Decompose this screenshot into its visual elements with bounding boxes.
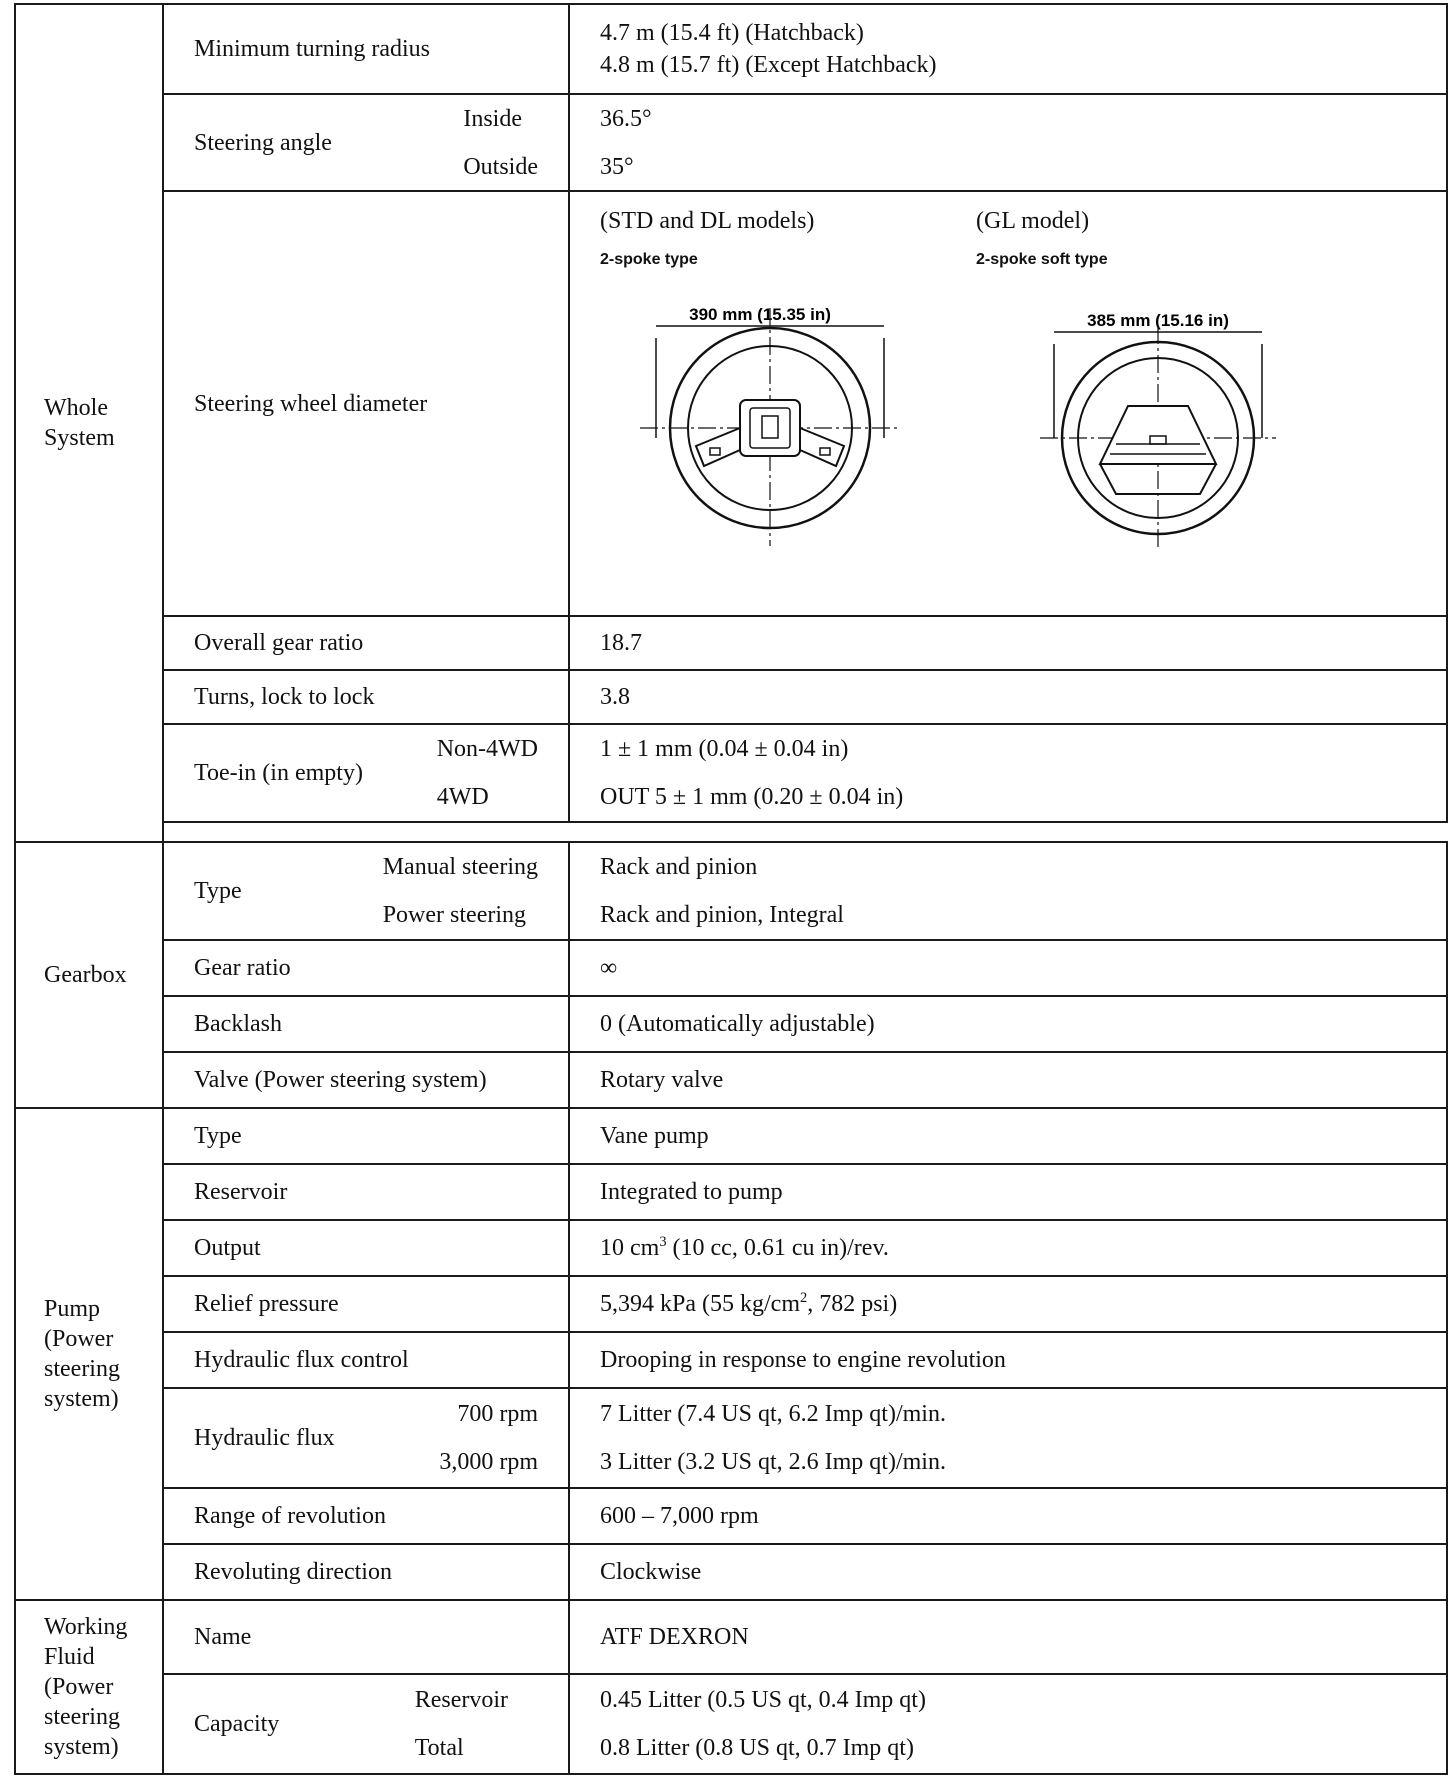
capacity-label: Capacity	[194, 1711, 280, 1737]
backlash-label: Backlash	[163, 996, 569, 1052]
group-whole-system: Whole System	[15, 4, 163, 842]
std-wheel-figure	[600, 206, 960, 558]
table-row	[15, 670, 1447, 724]
relief-pressure-label: Relief pressure	[163, 1276, 569, 1332]
turns-lock-to-lock-label: Turns, lock to lock	[163, 670, 569, 724]
overall-gear-ratio-value: 18.7	[569, 616, 1447, 670]
relief-value-b: , 782 psi)	[807, 1291, 898, 1317]
reservoir-label: Reservoir	[163, 1164, 569, 1220]
toe-in-non4wd-label: Non-4WD	[436, 736, 538, 762]
capacity-reservoir-value: 0.45 Litter (0.5 US qt, 0.4 Imp qt)	[600, 1687, 926, 1713]
table-row	[15, 191, 1447, 616]
toe-in-label: Toe-in (in empty)	[194, 760, 363, 786]
table-row	[15, 842, 1447, 940]
wheel-diameter-figures	[569, 191, 1447, 616]
table-row	[15, 1388, 1447, 1488]
gearbox-manual-steering-value: Rack and pinion	[600, 854, 758, 880]
gl-wheel-figure	[976, 206, 1336, 558]
gearbox-type-values	[569, 842, 1447, 940]
table-row	[15, 940, 1447, 996]
gearbox-gear-ratio-value: ∞	[569, 940, 1447, 996]
std-diameter-dimension: 390 mm (15.35 in)	[689, 305, 831, 324]
table-row	[15, 1488, 1447, 1544]
gl-wheel-type: 2-spoke soft type	[976, 251, 1108, 268]
steering-angle-outside-label: Outside	[463, 153, 538, 180]
toe-in-non4wd-value: 1 ± 1 mm (0.04 ± 0.04 in)	[600, 736, 849, 762]
capacity-label-cell	[163, 1674, 569, 1774]
relief-value-sup: 2	[799, 1290, 808, 1306]
backlash-value: 0 (Automatically adjustable)	[569, 996, 1447, 1052]
table-row	[15, 1164, 1447, 1220]
flux-control-label: Hydraulic flux control	[163, 1332, 569, 1388]
gl-diameter-dimension: 385 mm (15.16 in)	[1087, 311, 1229, 330]
fluid-name-label: Name	[163, 1600, 569, 1674]
output-value-b: (10 cc, 0.61 cu in)/rev.	[666, 1235, 889, 1261]
reservoir-value: Integrated to pump	[569, 1164, 1447, 1220]
turns-lock-to-lock-value: 3.8	[569, 670, 1447, 724]
flux-3000rpm-value: 3 Litter (3.2 US qt, 2.6 Imp qt)/min.	[600, 1449, 946, 1475]
pump-type-value: Vane pump	[569, 1108, 1447, 1164]
revoluting-direction-value: Clockwise	[569, 1544, 1447, 1600]
spacer-row	[15, 822, 1447, 842]
table-row	[15, 4, 1447, 94]
toe-in-4wd-label: 4WD	[436, 784, 489, 810]
table-row	[15, 724, 1447, 822]
steering-angle-label-cell	[163, 94, 569, 191]
std-steering-wheel-drawing	[600, 278, 960, 558]
relief-value-a: 5,394 kPa (55 kg/cm	[600, 1291, 800, 1317]
gearbox-manual-steering-label: Manual steering	[382, 854, 538, 880]
table-row	[15, 1544, 1447, 1600]
range-of-revolution-label: Range of revolution	[163, 1488, 569, 1544]
capacity-reservoir-label: Reservoir	[414, 1687, 508, 1713]
gl-steering-wheel-drawing	[976, 278, 1336, 558]
turning-radius-except-hatchback: 4.8 m (15.7 ft) (Except Hatchback)	[600, 52, 937, 78]
turning-radius-value	[569, 4, 1447, 94]
wheel-diameter-label: Steering wheel diameter	[163, 191, 569, 616]
turning-radius-hatchback: 4.7 m (15.4 ft) (Hatchback)	[600, 20, 864, 46]
table-row	[15, 616, 1447, 670]
table-row	[15, 1600, 1447, 1674]
group-working-fluid: Working Fluid (Power steering system)	[15, 1600, 163, 1774]
steering-angle-values	[569, 94, 1447, 191]
capacity-total-value: 0.8 Litter (0.8 US qt, 0.7 Imp qt)	[600, 1735, 914, 1761]
turning-radius-label: Minimum turning radius	[163, 4, 569, 94]
valve-label: Valve (Power steering system)	[163, 1052, 569, 1108]
capacity-values	[569, 1674, 1447, 1774]
revoluting-direction-label: Revoluting direction	[163, 1544, 569, 1600]
steering-angle-outside-value: 35°	[600, 153, 634, 180]
hydraulic-flux-label: Hydraulic flux	[194, 1425, 335, 1451]
steering-angle-inside-label: Inside	[463, 105, 522, 132]
pump-type-label: Type	[163, 1108, 569, 1164]
output-value-sup: 3	[659, 1234, 667, 1250]
overall-gear-ratio-label: Overall gear ratio	[163, 616, 569, 670]
output-value-a: 10 cm	[600, 1235, 660, 1261]
flux-700rpm-label: 700 rpm	[457, 1401, 538, 1427]
hydraulic-flux-values	[569, 1388, 1447, 1488]
output-value	[569, 1220, 1447, 1276]
steering-angle-inside-value: 36.5°	[600, 105, 652, 132]
gearbox-power-steering-value: Rack and pinion, Integral	[600, 902, 844, 928]
output-label: Output	[163, 1220, 569, 1276]
hydraulic-flux-label-cell	[163, 1388, 569, 1488]
steering-spec-table	[14, 3, 1448, 1775]
group-pump: Pump (Power steering system)	[15, 1108, 163, 1600]
table-row	[15, 1108, 1447, 1164]
gearbox-power-steering-label: Power steering	[382, 902, 526, 928]
range-of-revolution-value: 600 – 7,000 rpm	[569, 1488, 1447, 1544]
table-row	[15, 996, 1447, 1052]
fluid-name-value: ATF DEXRON	[569, 1600, 1447, 1674]
toe-in-values	[569, 724, 1447, 822]
table-row	[15, 94, 1447, 191]
std-model-label: (STD and DL models)	[600, 208, 815, 234]
gl-model-label: (GL model)	[976, 208, 1090, 234]
flux-700rpm-value: 7 Litter (7.4 US qt, 6.2 Imp qt)/min.	[600, 1401, 946, 1427]
relief-pressure-value	[569, 1276, 1447, 1332]
gearbox-gear-ratio-label: Gear ratio	[163, 940, 569, 996]
table-row	[15, 1276, 1447, 1332]
table-row	[15, 1332, 1447, 1388]
gearbox-type-label-cell	[163, 842, 569, 940]
flux-3000rpm-label: 3,000 rpm	[439, 1449, 538, 1475]
toe-in-4wd-value: OUT 5 ± 1 mm (0.20 ± 0.04 in)	[600, 784, 904, 810]
group-gearbox: Gearbox	[15, 842, 163, 1108]
table-row	[15, 1052, 1447, 1108]
gearbox-type-label: Type	[194, 878, 242, 904]
std-wheel-type: 2-spoke type	[600, 251, 698, 268]
flux-control-value: Drooping in response to engine revolution	[569, 1332, 1447, 1388]
table-row	[15, 1220, 1447, 1276]
steering-angle-label: Steering angle	[194, 129, 332, 156]
capacity-total-label: Total	[414, 1735, 464, 1761]
toe-in-label-cell	[163, 724, 569, 822]
table-row	[15, 1674, 1447, 1774]
valve-value: Rotary valve	[569, 1052, 1447, 1108]
